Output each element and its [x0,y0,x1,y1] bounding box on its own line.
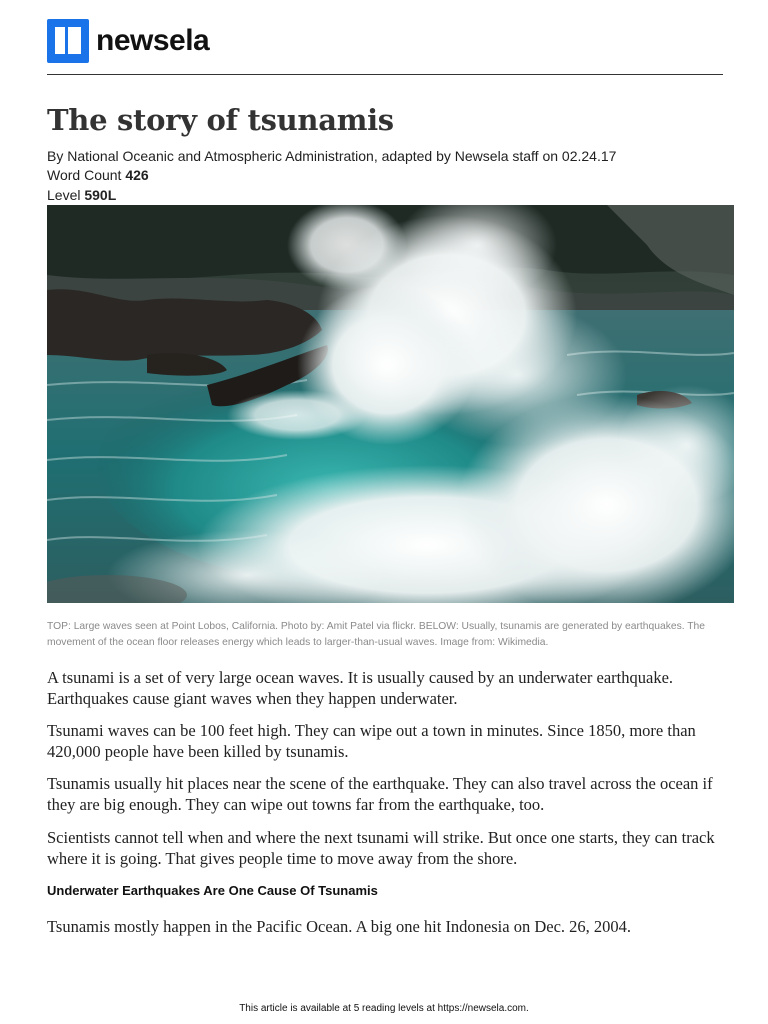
article-title: The story of tsunamis [47,103,394,137]
word-count [47,166,149,184]
article-photo [47,205,734,603]
page-footer: This article is available at 5 reading levels at https://newsela.com. [239,1003,529,1014]
paragraph-1: A tsunami is a set of very large ocean waves. It is usually caused by an underwater earthquake. Earthquakes cause giant waves when they happen underwater. [47,668,674,708]
newsela-logo-icon [47,19,89,63]
reading-level-value: 590L [84,187,117,203]
article-byline: By National Oceanic and Atmospheric Administration, adapted by Newsela staff on 02.24.17 [47,148,617,164]
paragraph-2: Tsunami waves can be 100 feet high. They can wipe out a town in minutes. Since 1850, more than 420,000 people have been killed by tsunamis. [47,721,696,761]
photo-caption: TOP: Large waves seen at Point Lobos, California. Photo by: Amit Patel via flickr. BELOW: Usually, tsunamis are generated by earthquakes. The movement of the ocean floor releases energy which leads to larger-than-usual waves. Image from: Wikimedia. [47,621,706,648]
reading-level-label: Level [47,187,81,203]
word-count-value: 426 [125,167,149,183]
header-divider [47,74,723,75]
newsela-logo[interactable] [47,19,209,63]
reading-level [47,186,116,204]
paragraph-3: Tsunamis usually hit places near the scene of the earthquake. They can also travel across the ocean if they are big enough. They can wipe out towns far from the earthquake, too. [47,774,713,814]
paragraph-5: Tsunamis mostly happen in the Pacific Ocean. A big one hit Indonesia on Dec. 26, 2004. [47,917,632,936]
paragraph-4: Scientists cannot tell when and where the next tsunami will strike. But once one starts, they can track where it is going. That gives people time to move away from the shore. [47,828,715,868]
word-count-label: Word Count [47,167,122,183]
section-heading: Underwater Earthquakes Are One Cause Of Tsunamis [47,883,378,898]
logo-wordmark: newsela [96,24,210,57]
